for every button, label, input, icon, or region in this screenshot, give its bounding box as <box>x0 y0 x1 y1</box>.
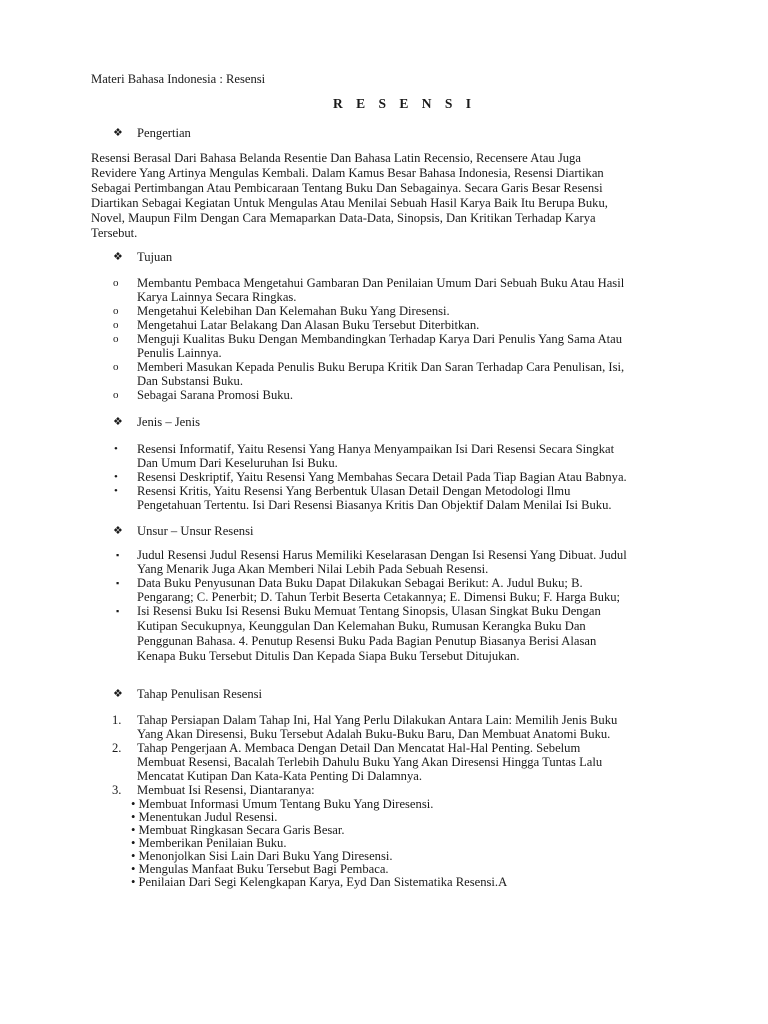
diamond-bullet-icon: ❖ <box>113 525 123 537</box>
sub-list-item: • Mengulas Manfaat Buku Tersebut Bagi Pembaca. <box>131 862 389 876</box>
list-item: Dan Umum Dari Keseluruhan Isi Buku. <box>137 456 338 470</box>
list-item: Yang Akan Diresensi, Buku Tersebut Adalah Buku-Buku Baru, Dan Membuat Anatomi Buku. <box>137 727 611 741</box>
sub-list-item: • Penilaian Dari Segi Kelengkapan Karya, Eyd Dan Sistematika Resensi.A <box>131 875 508 889</box>
list-item: Resensi Deskriptif, Yaitu Resensi Yang Membahas Secara Detail Pada Tiap Bagian Atau Babnya. <box>137 470 627 484</box>
list-item: Karya Lainnya Secara Ringkas. <box>137 290 297 304</box>
circle-bullet-icon: o <box>113 305 119 317</box>
list-item: Membantu Pembaca Mengetahui Gambaran Dan Penilaian Umum Dari Sebuah Buku Atau Hasil <box>137 276 625 290</box>
list-item: Mengetahui Latar Belakang Dan Alasan Buku Tersebut Diterbitkan. <box>137 318 480 332</box>
paragraph-line: Resensi Berasal Dari Bahasa Belanda Resentie Dan Bahasa Latin Recensio, Recensere Atau Juga <box>91 151 581 165</box>
circle-bullet-icon: o <box>113 333 119 345</box>
sub-list-item: • Menentukan Judul Resensi. <box>131 810 278 824</box>
section-heading-pengertian: Pengertian <box>137 126 191 140</box>
list-item: Resensi Kritis, Yaitu Resensi Yang Berbentuk Ulasan Detail Dengan Metodologi Ilmu <box>137 484 571 498</box>
circle-bullet-icon: o <box>113 361 119 373</box>
paragraph-line: Diartikan Sebagai Kegiatan Untuk Mengulas Atau Menilai Sebuah Hasil Karya Baik Itu Berupa Buku, <box>91 196 608 210</box>
list-item: Resensi Informatif, Yaitu Resensi Yang Hanya Menyampaikan Isi Dari Resensi Secara Singkat <box>137 442 615 456</box>
list-item: Isi Resensi Buku Isi Resensi Buku Memuat Tentang Sinopsis, Ulasan Singkat Buku Dengan <box>137 604 601 618</box>
section-heading-jenis: Jenis – Jenis <box>137 415 200 429</box>
list-item: Pengetahuan Tertentu. Isi Dari Resensi Biasanya Kritis Dan Objektif Dalam Menilai Isi Buku. <box>137 498 612 512</box>
diamond-bullet-icon: ❖ <box>113 688 123 700</box>
list-item: Membuat Isi Resensi, Diantaranya: <box>137 783 315 797</box>
paragraph-line: Sebagai Pertimbangan Atau Pembicaraan Tentang Buku Dan Sebagainya. Secara Garis Besar Resensi <box>91 181 603 195</box>
list-item: Yang Menarik Juga Akan Memberi Nilai Lebih Pada Sebuah Resensi. <box>137 562 489 576</box>
list-item: Memberi Masukan Kepada Penulis Buku Berupa Kritik Dan Saran Terhadap Cara Penulisan, Isi, <box>137 360 625 374</box>
dot-bullet-icon: • <box>114 443 118 455</box>
list-number: 2. <box>112 741 122 755</box>
list-item: Dan Substansi Buku. <box>137 374 244 388</box>
list-item: Kenapa Buku Tersebut Ditulis Dan Kepada Siapa Buku Tersebut Ditujukan. <box>137 649 520 663</box>
square-bullet-icon: ▪ <box>116 550 120 560</box>
square-bullet-icon: ▪ <box>116 606 120 616</box>
square-bullet-icon: ▪ <box>116 578 120 588</box>
document-title: R E S E N S I <box>333 96 477 111</box>
section-heading-unsur: Unsur – Unsur Resensi <box>137 524 254 538</box>
list-item: Penggunan Bahasa. 4. Penutup Resensi Buku Pada Bagian Penutup Biasanya Berisi Alasan <box>137 634 597 648</box>
dot-bullet-icon: • <box>114 485 118 497</box>
list-item: Penulis Lainnya. <box>137 346 222 360</box>
sub-list-item: • Membuat Informasi Umum Tentang Buku Yang Diresensi. <box>131 797 434 811</box>
diamond-bullet-icon: ❖ <box>113 127 123 139</box>
paragraph-line: Novel, Maupun Film Dengan Cara Memaparkan Data-Data, Sinopsis, Dan Kritikan Terhadap Karya <box>91 211 596 225</box>
document-header: Materi Bahasa Indonesia : Resensi <box>91 72 266 86</box>
list-item: Kutipan Secukupnya, Keunggulan Dan Kelemahan Buku, Rumusan Kerangka Buku Dan <box>137 619 586 633</box>
section-heading-tujuan: Tujuan <box>137 250 173 264</box>
sub-list-item: • Menonjolkan Sisi Lain Dari Buku Yang Diresensi. <box>131 849 393 863</box>
diamond-bullet-icon: ❖ <box>113 416 123 428</box>
paragraph-line: Tersebut. <box>91 226 138 240</box>
diamond-bullet-icon: ❖ <box>113 251 123 263</box>
list-item: Mengetahui Kelebihan Dan Kelemahan Buku Yang Diresensi. <box>137 304 450 318</box>
dot-bullet-icon: • <box>114 471 118 483</box>
list-item: Menguji Kualitas Buku Dengan Membandingkan Terhadap Karya Dari Penulis Yang Sama Atau <box>137 332 623 346</box>
sub-list-item: • Membuat Ringkasan Secara Garis Besar. <box>131 823 345 837</box>
list-item: Sebagai Sarana Promosi Buku. <box>137 388 294 402</box>
list-item: Membuat Resensi, Bacalah Terlebih Dahulu Buku Yang Akan Diresensi Hingga Tuntas Lalu <box>137 755 603 769</box>
list-number: 1. <box>112 713 122 727</box>
list-item: Tahap Pengerjaan A. Membaca Dengan Detail Dan Mencatat Hal-Hal Penting. Sebelum <box>137 741 581 755</box>
list-item: Mencatat Kutipan Dan Kata-Kata Penting Di Dalamnya. <box>137 769 423 783</box>
sub-list-item: • Memberikan Penilaian Buku. <box>131 836 287 850</box>
list-number: 3. <box>112 783 122 797</box>
paragraph-line: Revidere Yang Artinya Mengulas Kembali. Dalam Kamus Besar Bahasa Indonesia, Resensi Diartikan <box>91 166 604 180</box>
section-heading-tahap: Tahap Penulisan Resensi <box>137 687 263 701</box>
circle-bullet-icon: o <box>113 277 119 289</box>
list-item: Tahap Persiapan Dalam Tahap Ini, Hal Yang Perlu Dilakukan Antara Lain: Memilih Jenis Buku <box>137 713 618 727</box>
list-item: Judul Resensi Judul Resensi Harus Memiliki Keselarasan Dengan Isi Resensi Yang Dibuat. Judul <box>137 548 627 562</box>
circle-bullet-icon: o <box>113 389 119 401</box>
list-item: Data Buku Penyusunan Data Buku Dapat Dilakukan Sebagai Berikut: A. Judul Buku; B. <box>137 576 583 590</box>
circle-bullet-icon: o <box>113 319 119 331</box>
list-item: Pengarang; C. Penerbit; D. Tahun Terbit Beserta Cetakannya; E. Dimensi Buku; F. Harga Buku; <box>137 590 621 604</box>
